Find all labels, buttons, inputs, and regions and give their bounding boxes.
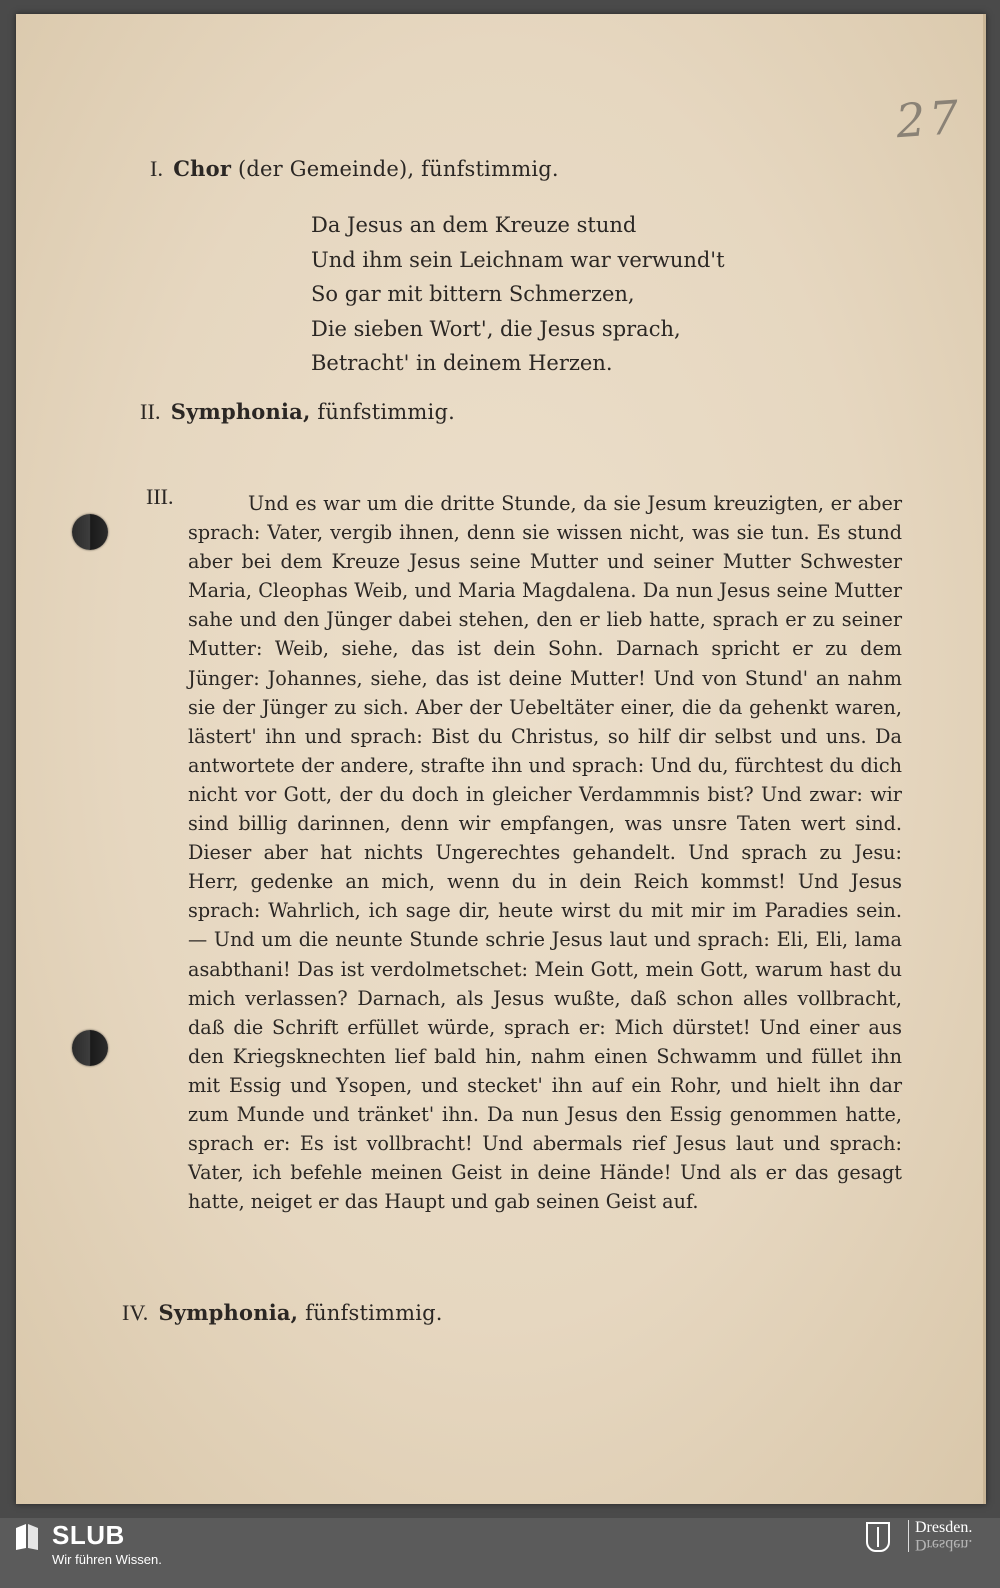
section-1-heading: [150, 156, 559, 182]
gospel-text: Und es war um die dritte Stunde, da sie Jesum kreuzigten, er aber sprach: Vater, vergib ihnen, denn sie wissen nicht, was sie tun. Es stund aber bei dem Kreuze Jesus seine Mutter und seiner Mutter Schwester Maria, Cleophas Weib, und Maria Magdalena. Da nun Jesus seine Mutter sahe und den Jünger dabei stehen, den er lieb hatte, sprach er zu seiner Mutter: Weib, siehe, das ist dein Sohn. Darnach spricht er zu dem Jünger: Johannes, siehe, das ist deine Mutter! Und von Stund' an nahm sie der Jünger zu sich. Aber der Uebeltäter einer, die da gehenkt waren, lästert' ihn und sprach: Bist du Christus, so hilf dir selbst und uns. Da antwortete der andere, strafte ihn und sprach: Und du, fürchtest du dich nicht vor Gott, der du doch in gleicher Verdammnis bist? Und zwar: wir sind billig darinnen, denn wir empfangen, was unsre Taten wert sind. Dieser aber hat nichts Ungerechtes gehandelt. Und sprach zu Jesu: Herr, gedenke an mich, wenn du in dein Reich kommst! Und Jesus sprach: Wahrlich, ich sage dir, heute wirst du mit mir im Paradies sein. — Und um die neunte Stunde schrie Jesus laut und sprach: Eli, Eli, lama asabthani! Das ist verdolmetschet: Mein Gott, mein Gott, warum hast du mich verlassen? Darnach, als Jesus wußte, daß schon alles vollbracht, daß die Schrift erfüllet würde, sprach er: Mich dürstet! Und einer aus den Kriegsknechten lief bald hin, nahm einen Schwamm und füllet ihn mit Essig und Ysopen, und stecket' ihn auf ein Rohr, und hielt ihn dar zum Munde und tränket' ihn. Da nun Jesus den Essig genommen hatte, sprach er: Es ist vollbracht! Und abermals rief Jesus laut und sprach: Vater, ich befehle meinen Geist in deine Hände! Und als er das gesagt hatte, neiget er das Haupt und gab seinen Geist auf.: [188, 492, 902, 1214]
section-2-numeral: II.: [140, 399, 161, 424]
verse-line: Und ihm sein Leichnam war verwund't: [311, 247, 725, 272]
section-1-numeral: I.: [150, 156, 164, 181]
section-1-title-rest: (der Gemeinde), fünfstimmig.: [237, 157, 559, 181]
section-2-title-rest: fünfstimmig.: [317, 400, 455, 424]
verse-line: Betracht' in deinem Herzen.: [311, 351, 613, 375]
section-2-title-bold: Symphonia,: [170, 399, 311, 424]
section-3-numeral: III.: [146, 484, 174, 509]
slub-logo-icon: [14, 1522, 40, 1552]
punch-hole: [72, 1030, 108, 1066]
slub-brand[interactable]: SLUB: [52, 1520, 125, 1550]
section-4-numeral: IV.: [122, 1300, 149, 1325]
dresden-logo[interactable]: [908, 1520, 972, 1552]
section-4-title-bold: Symphonia,: [158, 1300, 299, 1325]
document-page: [16, 14, 986, 1504]
footer-bar: [0, 1518, 1000, 1588]
verse-line: So gar mit bittern Schmerzen,: [311, 282, 635, 306]
section-1-title-bold: Chor: [173, 156, 232, 181]
dresden-crest-icon: [866, 1522, 890, 1552]
section-2-heading: [140, 399, 455, 425]
city-name: Dresden.: [915, 1519, 973, 1536]
section-4-heading: [122, 1300, 443, 1326]
slub-tagline: Wir führen Wissen.: [52, 1552, 162, 1567]
chorale-verse: [311, 208, 725, 381]
punch-hole: [72, 514, 108, 550]
section-4-title-rest: fünfstimmig.: [305, 1301, 443, 1325]
verse-line: Die sieben Wort', die Jesus sprach,: [311, 316, 681, 341]
verse-line: Da Jesus an dem Kreuze stund: [311, 213, 637, 237]
city-name-reflection: Dresden.: [915, 1536, 973, 1553]
folio-number: 27: [894, 89, 965, 149]
